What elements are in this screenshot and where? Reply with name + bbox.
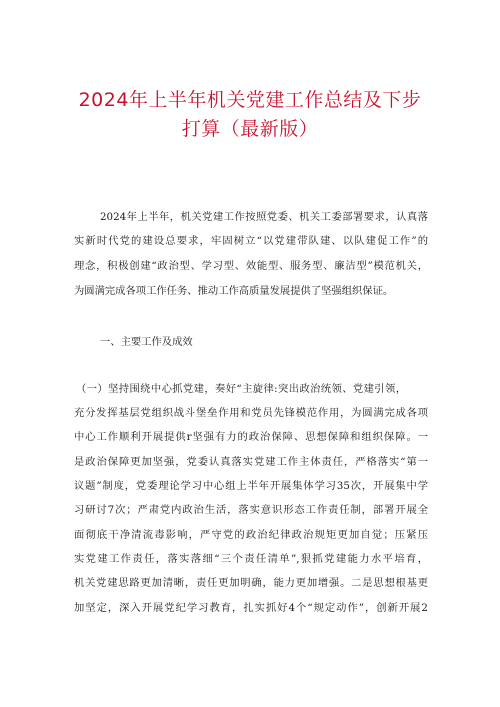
title-line: 打算（最新版） [181,118,319,140]
intro-line: 理念，积极创建“政治型、学习型、效能型、服务型、廉洁型”模范机关， [74,260,428,272]
section-heading: 一、主要工作及成效 [100,336,193,348]
body-line: 面彻底干净清流毒影响，严守党的政治纪律政治规矩更加自觉；压紧压 [74,529,428,541]
document-title [60,86,440,144]
body-line: 机关党建思路更加清晰，责任更加明确，能力更加增强。二是思想根基更 [74,577,428,589]
body-line: （一）坚持围绕中心抓党建，奏好“主旋律:突出政治统领、党建引领， [76,383,406,395]
body-line: 中心工作顺利开展提供r坚强有力的政治保障、思想保障和组织保障。一 [74,431,428,443]
intro-line: 2024年上半年，机关党建工作按照党委、机关工委部署要求，认真落 [100,211,428,223]
body-line: 习研讨7次；严肃党内政治生活，落实意识形态工作责任制，部署开展全 [74,504,428,516]
body-line: 实党建工作责任，落实落细“三个责任清单”,狠抓党建能力水平培育， [74,553,428,565]
title-line: 2024年上半年机关党建工作总结及下步 [78,89,422,111]
body-line: 充分发挥基层党组织战斗堡垒作用和党员先锋模范作用，为圆满完成各项 [74,407,428,419]
intro-line: 实新时代党的建设总要求，牢固树立“以党建带队建、以队建促工作”的 [74,235,428,247]
intro-line: 为圆满完成各项工作任务、推动工作高质量发展提供了坚强组织保证。 [74,285,394,297]
body-line: 是政治保障更加坚强，党委认真落实党建工作主体责任，严格落实“第一 [74,456,428,468]
body-line: 议题”制度，党委理论学习中心组上半年开展集体学习35次，开展集中学 [74,480,428,492]
body-line: 加坚定，深入开展党纪学习教育，扎实抓好4个“规定动作”，创新开展2 [74,602,428,614]
